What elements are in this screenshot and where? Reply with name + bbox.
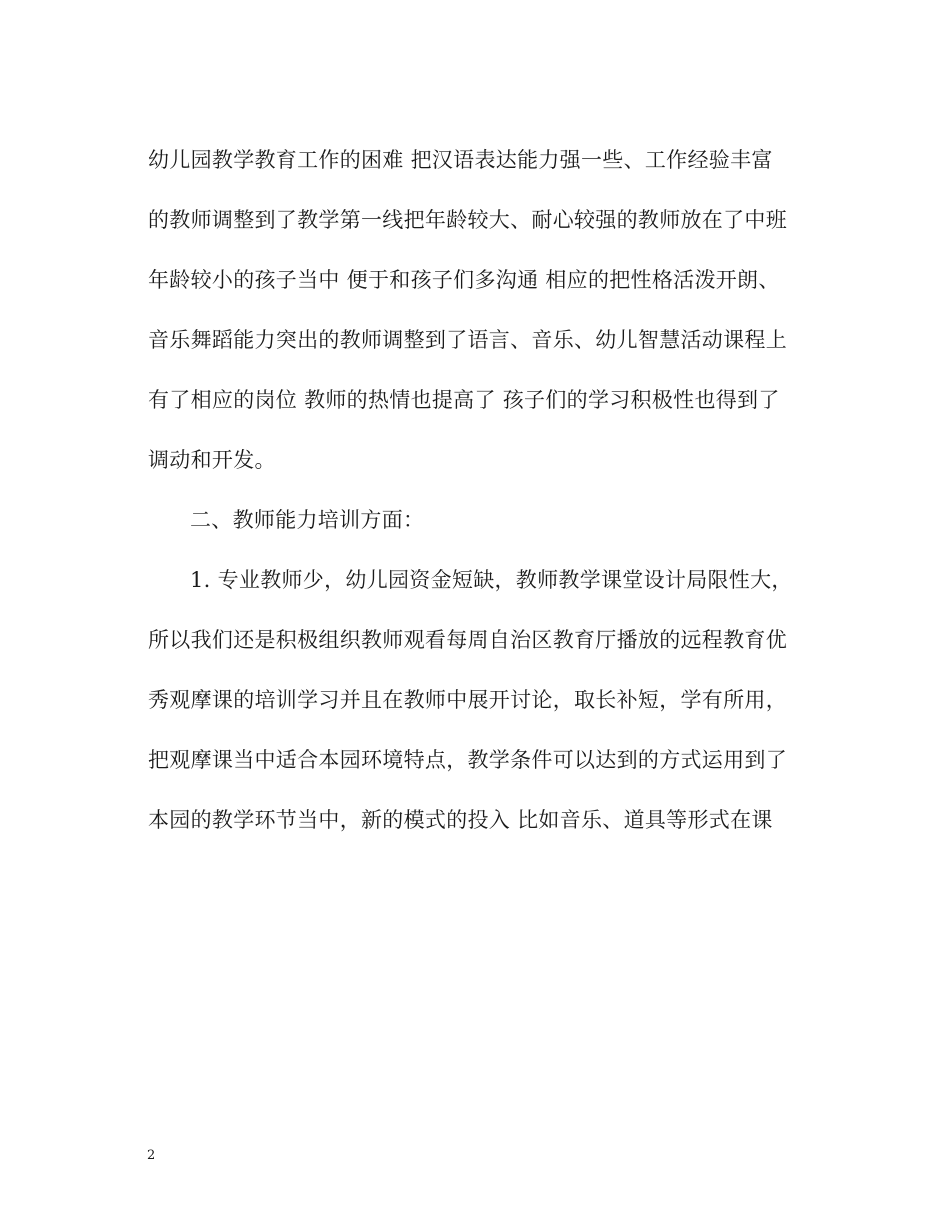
text-line: 把观摩课当中适合本园环境特点，教学条件可以达到的方式运用到了 — [148, 748, 787, 772]
text-line: 所以我们还是积极组织教师观看每周自治区教育厅播放的远程教育优 — [148, 628, 787, 652]
page-number: 2 — [147, 1148, 156, 1163]
list-item-1: 1. 专业教师少，幼儿园资金短缺，教师教学课堂设计局限性大， — [190, 568, 793, 592]
body-text — [148, 140, 808, 860]
text-line: 本园的教学环节当中，新的模式的投入 比如音乐、道具等形式在课 — [148, 808, 773, 832]
text-line: 幼儿园教学教育工作的困难 把汉语表达能力强一些、工作经验丰富 — [148, 148, 773, 172]
text-line: 音乐舞蹈能力突出的教师调整到了语言、音乐、幼儿智慧活动课程上 — [148, 328, 787, 352]
text-line: 年龄较小的孩子当中 便于和孩子们多沟通 相应的把性格活泼开朗、 — [148, 268, 780, 292]
section-heading: 二、教师能力培训方面： — [190, 508, 425, 532]
text-line: 秀观摩课的培训学习并且在教师中展开讨论，取长补短，学有所用， — [148, 688, 787, 712]
text-line: 的教师调整到了教学第一线把年龄较大、耐心较强的教师放在了中班 — [148, 208, 787, 232]
text-line: 有了相应的岗位 教师的热情也提高了 孩子们的学习积极性也得到了 — [148, 388, 780, 412]
text-line: 调动和开发。 — [148, 448, 276, 472]
